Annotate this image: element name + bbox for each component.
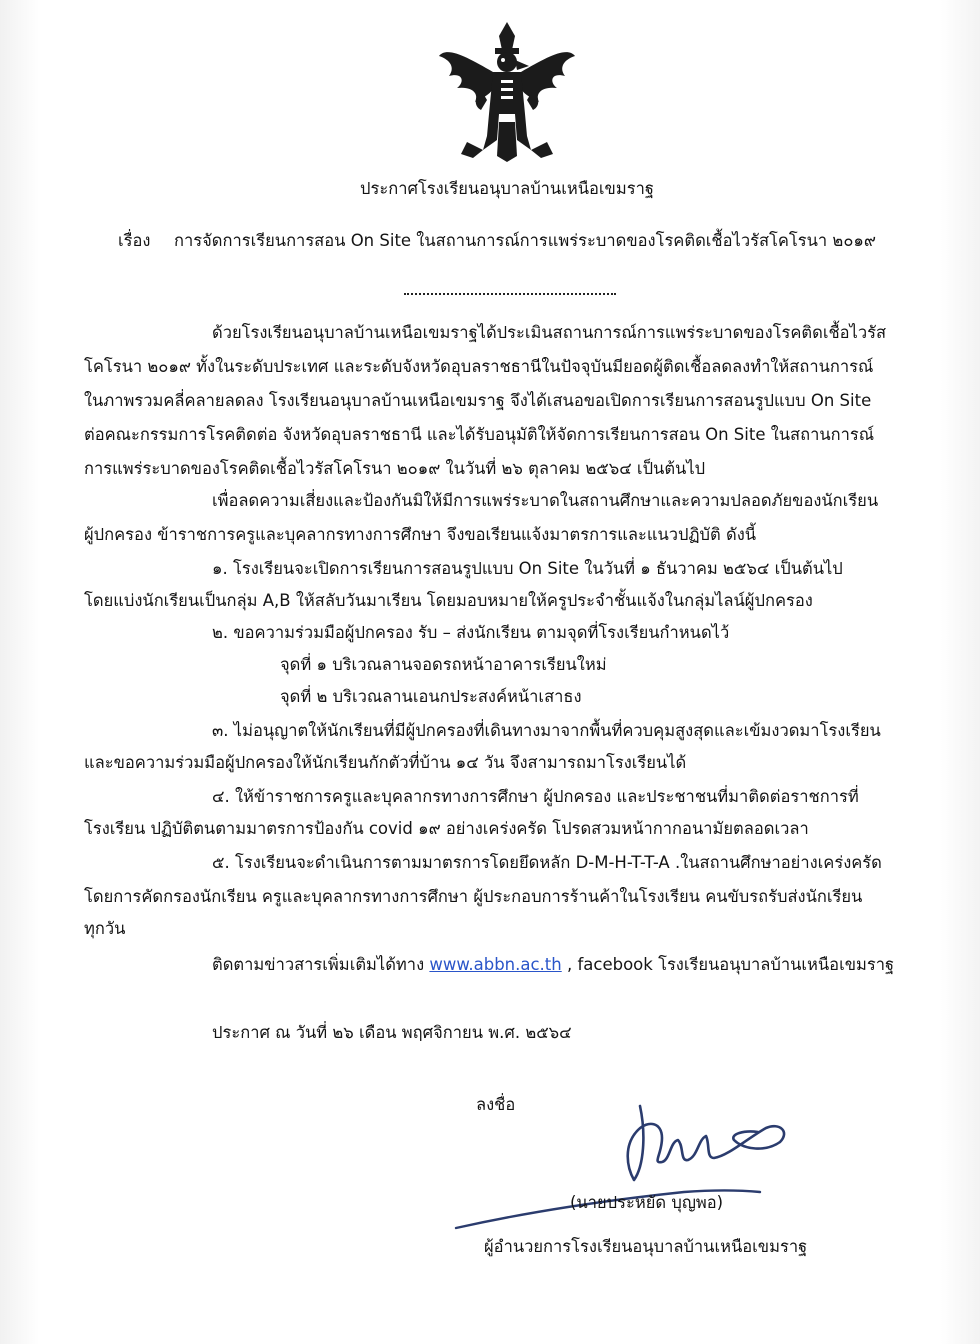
subject-text: การจัดการเรียนการสอน On Site ในสถานการณ์การแพร่ระบาดของโรคติดเชื้อไวรัสโคโรนา ๒๐๑๙ bbox=[174, 231, 876, 250]
announce-date: ประกาศ ณ วันที่ ๒๖ เดือน พฤศจิกายน พ.ศ. ๒๕๖๔ bbox=[212, 1023, 572, 1042]
contact-suffix: , facebook โรงเรียนอนุบาลบ้านเหนือเขมราฐ bbox=[561, 955, 895, 974]
list-item-3: ๓. ไม่อนุญาตให้นักเรียนที่มีผู้ปกครองที่เดินทางมาจากพื้นที่ควบคุมสูงสุดและเข้มงวดมาโรงเรียน bbox=[212, 721, 881, 740]
body-line: ผู้ปกครอง ข้าราชการครูและบุคลากรทางการศึกษา จึงขอเรียนแจ้งมาตรการและแนวปฏิบัติ ดังนี้ bbox=[84, 525, 757, 544]
list-item-4: ๔. ให้ข้าราชการครูและบุคลากรทางการศึกษา ผู้ปกครอง และประชาชนที่มาติดต่อราชการที่ bbox=[212, 787, 859, 806]
body-line: โรงเรียน ปฏิบัติตนตามมาตรการป้องกัน covid ๑๙ อย่างเคร่งครัด โปรดสวมหน้ากากอนามัยตลอดเวลา bbox=[84, 819, 809, 838]
body-line: ทุกวัน bbox=[84, 919, 126, 938]
garuda-emblem-icon bbox=[437, 22, 577, 164]
list-item-2: ๒. ขอความร่วมมือผู้ปกครอง รับ – ส่งนักเรียน ตามจุดที่โรงเรียนกำหนดไว้ bbox=[212, 623, 730, 642]
body-line: ด้วยโรงเรียนอนุบาลบ้านเหนือเขมราฐได้ประเมินสถานการณ์การแพร่ระบาดของโรคติดเชื้อไวรัส bbox=[212, 323, 887, 342]
body-line: โดยแบ่งนักเรียนเป็นกลุ่ม A,B ให้สลับวันมาเรียน โดยมอบหมายให้ครูประจำชั้นแจ้งในกลุ่มไลน์ผู้ปกครอง bbox=[84, 591, 813, 610]
list-item-1: ๑. โรงเรียนจะเปิดการเรียนการสอนรูปแบบ On Site ในวันที่ ๑ ธันวาคม ๒๕๖๔ เป็นต้นไป bbox=[212, 559, 843, 578]
body-line: โดยการคัดกรองนักเรียน ครูและบุคลากรทางการศึกษา ผู้ประกอบการร้านค้าในโรงเรียน คนขับรถรับส่งนักเรียน bbox=[84, 887, 863, 906]
pickup-point-2: จุดที่ ๒ บริเวณลานเอนกประสงค์หน้าเสาธง bbox=[280, 687, 582, 706]
body-line: ในภาพรวมคลี่คลายลดลง โรงเรียนอนุบาลบ้านเหนือเขมราฐ จึงได้เสนอขอเปิดการเรียนการสอนรูปแบบ On Site bbox=[84, 391, 872, 410]
pickup-point-1: จุดที่ ๑ บริเวณลานจอดรถหน้าอาคารเรียนใหม่ bbox=[280, 655, 607, 674]
body-line: เพื่อลดความเสี่ยงและป้องกันมิให้มีการแพร่ระบาดในสถานศึกษาและความปลอดภัยของนักเรียน bbox=[212, 491, 879, 510]
signature-mark bbox=[448, 1092, 808, 1242]
sign-label: ลงชื่อ bbox=[476, 1095, 516, 1114]
signer-position: ผู้อำนวยการโรงเรียนอนุบาลบ้านเหนือเขมราฐ bbox=[484, 1237, 808, 1256]
website-link[interactable]: www.abbn.ac.th bbox=[429, 955, 562, 974]
list-item-5: ๕. โรงเรียนจะดำเนินการตามมาตรการโดยยึดหลัก D-M-H-T-T-A .ในสถานศึกษาอย่างเคร่งครัด bbox=[212, 853, 882, 872]
announcement-heading: ประกาศโรงเรียนอนุบาลบ้านเหนือเขมราฐ bbox=[360, 179, 654, 198]
dotted-divider bbox=[404, 293, 616, 295]
contact-line bbox=[212, 954, 894, 976]
signer-name: (นายประหยัด บุญพอ) bbox=[570, 1193, 724, 1212]
subject-label: เรื่อง bbox=[118, 231, 151, 250]
body-line: การแพร่ระบาดของโรคติดเชื้อไวรัสโคโรนา ๒๐๑๙ ในวันที่ ๒๖ ตุลาคม ๒๕๖๔ เป็นต้นไป bbox=[84, 459, 706, 478]
body-line: ต่อคณะกรรมการโรคติดต่อ จังหวัดอุบลราชธานี และได้รับอนุมัติให้จัดการเรียนการสอน On Site ในสถานการณ์ bbox=[84, 425, 875, 444]
body-line: โคโรนา ๒๐๑๙ ทั้งในระดับประเทศ และระดับจังหวัดอุบลราชธานีในปัจจุบันมียอดผู้ติดเชื้อลดลงทำให้สถานการณ์ bbox=[84, 357, 874, 376]
body-line: และขอความร่วมมือผู้ปกครองให้นักเรียนกักตัวที่บ้าน ๑๔ วัน จึงสามารถมาโรงเรียนได้ bbox=[84, 753, 687, 772]
contact-prefix: ติดตามข่าวสารเพิ่มเติมได้ทาง bbox=[212, 955, 425, 974]
